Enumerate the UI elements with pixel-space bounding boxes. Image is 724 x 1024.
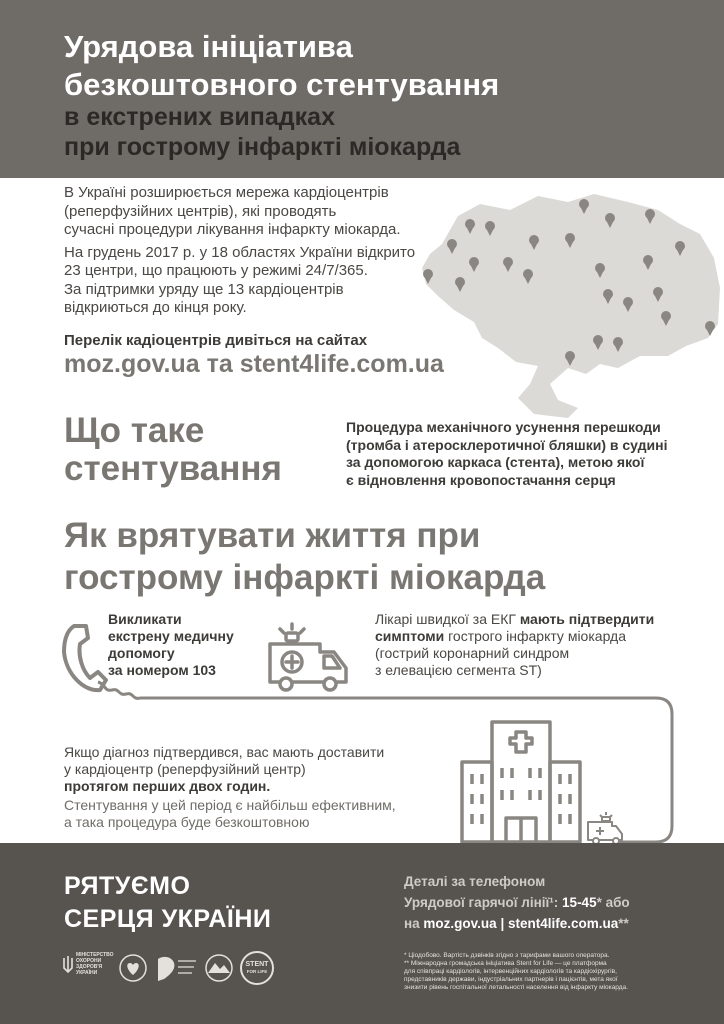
page-title: Урядова ініціатива безкоштовного стентування (64, 29, 500, 102)
what-is-stenting-title: Що таке стентування (64, 411, 282, 488)
sites-links[interactable]: moz.gov.ua та stent4life.com.ua (64, 350, 444, 378)
small-ambulance-icon (586, 810, 624, 844)
stent-for-life-logo: STENT FOR LIFE (240, 951, 274, 985)
stenting-definition: Процедура механічного усунення перешкоди (тромба і атеросклеротичної бляшки) в судині за допомогою каркаса (стента), метою якої є відновлення кровопостачання серця (346, 419, 668, 488)
cardiology-society-logo (118, 953, 148, 983)
link-stent4life[interactable]: stent4life.com.ua (507, 916, 619, 931)
campaign-slogan: РЯТУЄМО СЕРЦЯ УКРАЇНИ (64, 872, 272, 933)
contact-info: Деталі за телефоном Урядової гарячої лінії¹: 15-45* або на moz.gov.ua | stent4life.com.ua** (404, 874, 630, 931)
association-logo (202, 953, 236, 983)
footnotes: * Ціодобово. Вартість дзвінків згідно з тарифами вашого оператора. ** Міжнародна громадська ініціатива Stent for Life — це платформа для співпраці кардіологів, інтервенційних кардіологів та кардіохірургів, представників держави, індустріальних партнерів і пацієнтів, мета якої знизити рівень госпітальної летальності населення від інфаркту міокарда. (404, 952, 628, 991)
hotline-number[interactable]: 15-45 (562, 895, 597, 910)
how-to-save-title: Як врятувати життя при гострому інфаркті міокарда (64, 516, 546, 597)
hospital-icon (458, 718, 586, 844)
stenting-free-text: Стентування у цей період є найбільш ефективним, а така процедура буде безкоштовною (64, 797, 396, 830)
delivery-text: Якщо діагноз підтвердився, вас мають доставити у кардіоцентр (реперфузійний центр) протягом перших двох годин. (64, 744, 385, 794)
link-moz[interactable]: moz.gov.ua (423, 916, 497, 931)
ministry-logo: МІНІСТЕРСТВО ОХОРОНИ ЗДОРОВ'Я УКРАЇНИ (62, 952, 114, 992)
doctors-confirm-text: Лікарі швидкої за ЕКГ мають підтвердити симптоми гострого інфаркту міокарда (гострий коронарний синдром з елевацією сегмента ST) (375, 611, 655, 678)
partner-logo (154, 953, 198, 985)
centers-list-heading: Перелік кадіоцентрів дивіться на сайтах (64, 332, 368, 349)
ambulance-icon (266, 620, 352, 696)
ukraine-map (418, 188, 724, 420)
trident-icon (62, 954, 74, 976)
call-emergency-text: Викликати екстрену медичну допомогу за номером 103 (108, 611, 234, 678)
intro-text: В Україні розширюється мережа кардіоцентрів (реперфузійних центрів), які проводять сучасні процедури лікування інфаркту міокарда. На грудень 2017 р. у 18 областях України відкрито 23 центри, що працюють у режимі 24/7/365. За підтримки уряду ще 13 кардіоцентрів відкриються до кінця року. (64, 184, 416, 316)
page-subtitle: в екстрених випадках при гострому інфаркті міокарда (64, 103, 461, 161)
